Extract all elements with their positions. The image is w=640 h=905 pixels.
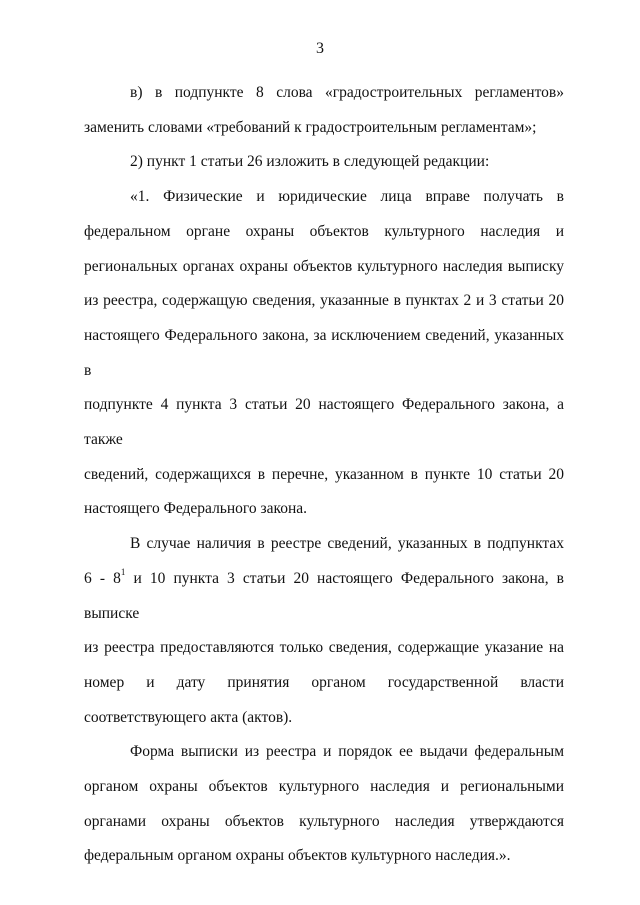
text-line: подпункте 4 пункта 3 статьи 20 настоящего Федерального закона, а также — [84, 396, 564, 449]
text-line: из реестра предоставляются только сведения, содержащие указание на — [84, 639, 564, 657]
text-line: номер и дату принятия органом государственной власти — [84, 673, 564, 691]
text-line: настоящего Федерального закона. — [84, 500, 308, 518]
paragraph-item-1-cont — [84, 215, 564, 527]
text-line: соответствующего акта (актов). — [84, 708, 293, 726]
text-line-with-superscript — [84, 562, 564, 631]
text-line: сведений, содержащихся в перечне, указанном в пункте 10 статьи 20 — [84, 465, 564, 483]
page-number: 3 — [316, 40, 324, 57]
paragraph-registry-info-cont — [84, 562, 564, 736]
text-line: региональных органах охраны объектов культурного наследия выписку — [84, 257, 564, 275]
text-line: федеральным органом охраны объектов культурного наследия.». — [84, 847, 511, 865]
text-line: заменить словами «требований к градостроительным регламентам»; — [84, 118, 537, 136]
paragraph-point-2 — [84, 145, 564, 180]
text-line: В случае наличия в реестре сведений, указанных в подпунктах — [130, 535, 564, 553]
text-line: органами охраны объектов культурного наследия утверждаются — [84, 812, 564, 830]
text-line: в) в подпункте 8 слова «градостроительных регламентов» — [130, 84, 564, 101]
document-body — [84, 76, 564, 874]
text-line: «1. Физические и юридические лица вправе получать в — [130, 188, 564, 206]
text-fragment: и 10 пункта 3 статьи 20 настоящего Федерального закона, в выписке — [84, 569, 564, 622]
paragraph-subpoint-v-cont — [84, 111, 564, 146]
text-line: из реестра, содержащую сведения, указанные в пунктах 2 и 3 статьи 20 — [84, 292, 564, 310]
text-line: 2) пункт 1 статьи 26 изложить в следующей редакции: — [130, 153, 490, 171]
text-fragment: 6 - 8 — [84, 569, 121, 587]
paragraph-registry-info — [84, 527, 564, 562]
text-line: Форма выписки из реестра и порядок ее выдачи федеральным — [130, 743, 564, 761]
text-line: органом охраны объектов культурного наследия и региональными — [84, 778, 564, 796]
paragraph-extract-form — [84, 735, 564, 770]
paragraph-subpoint-v — [84, 76, 564, 111]
paragraph-item-1 — [84, 180, 564, 215]
text-line: настоящего Федерального закона, за исключением сведений, указанных в — [84, 326, 564, 379]
paragraph-extract-form-cont — [84, 770, 564, 874]
text-line: федеральном органе охраны объектов культурного наследия и — [84, 222, 564, 240]
superscript: 1 — [120, 566, 126, 577]
